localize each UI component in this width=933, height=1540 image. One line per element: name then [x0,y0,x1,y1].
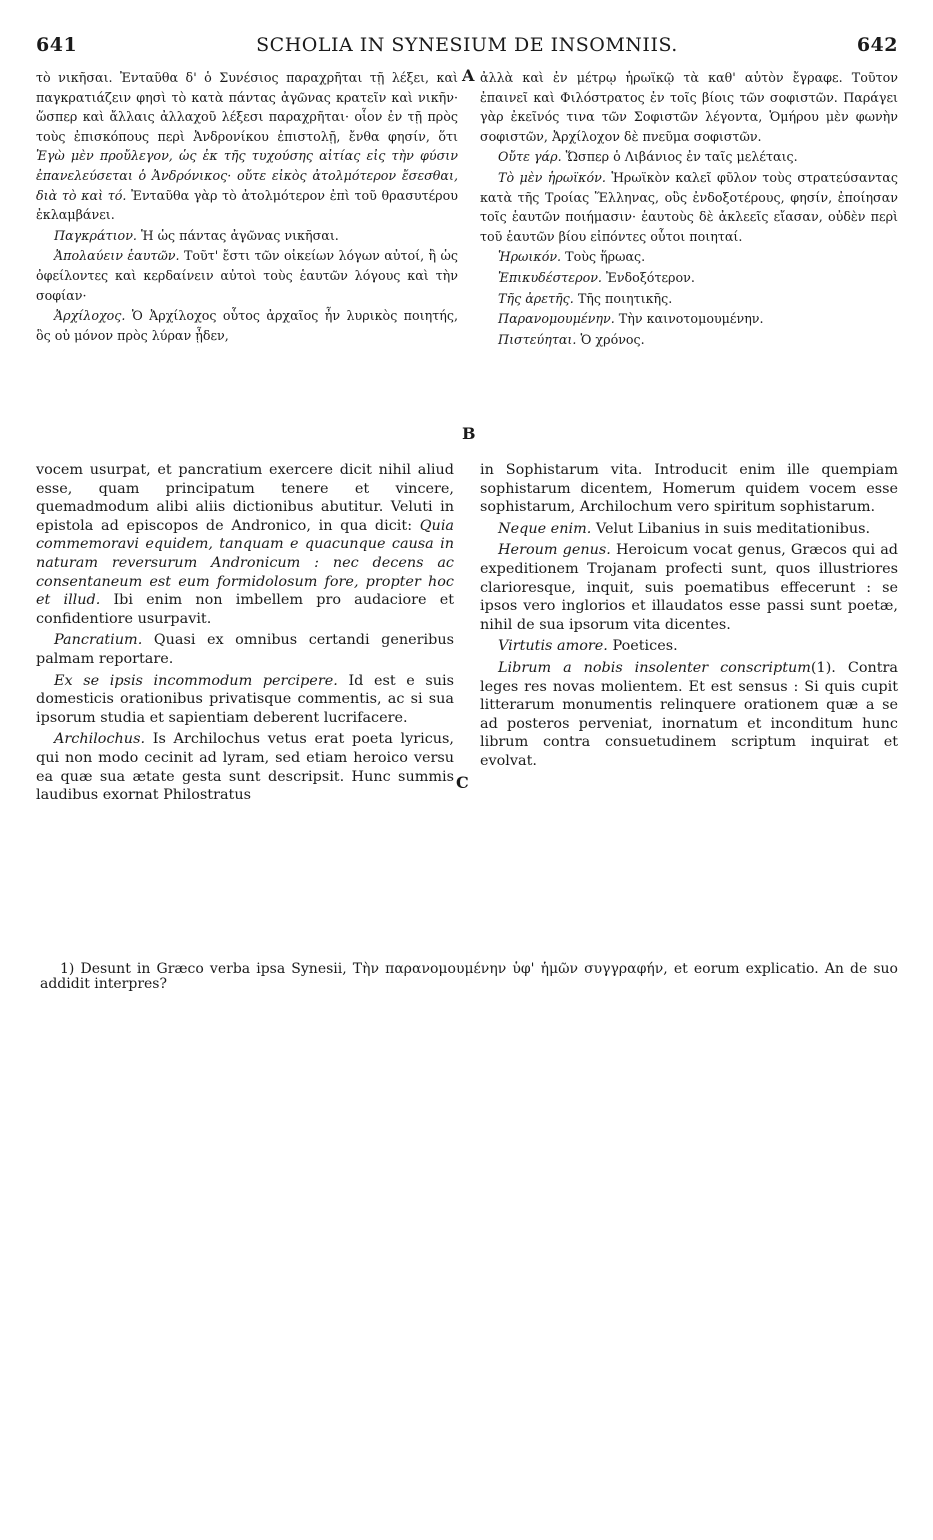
footnote [40,962,898,992]
lemma: Ἀρχίλοχος. [54,308,126,324]
greek-text: ἀλλὰ καὶ ἐν μέτρῳ ἡρωϊκῷ τὰ καθ' αὑτὸν ἔγραφε. Τοῦτον ἐπαινεῖ καὶ Φιλόστρατος ἐν τοῖς βίοις τῶν σοφιστῶν. Παράγει γὰρ ἐκεῖνός τινα τῶν Σοφιστῶν λέγοντα, Ὁμήρου μὲν φωνὴν σοφιστῶν, Ἀρχίλοχον δὲ πνεῦμα σοφιστῶν. [480,70,898,144]
lemma: Παρανομουμένην. [498,311,615,327]
greek-paragraph [36,68,458,225]
scholion-text: Ἐνδοξότερον. [606,269,695,285]
greek-scholion [36,246,458,305]
latin-quotation: Quia commemoravi equidem, tanquam e quacunque causa in naturam reversurum Andronicum : nec decens ac consentaneum est eum formidolosum fore, propter hoc et illud. [36,517,454,609]
greek-scholion [36,306,458,345]
greek-scholion [480,247,898,267]
lemma: Archilochus. [54,731,146,748]
lemma: Οὔτε γάρ. [498,149,562,165]
lemma: Τὸ μὲν ἡρωϊκόν. [498,169,606,185]
margin-marker-b: B [462,424,476,443]
latin-scholion [36,631,454,668]
greek-scholion [480,147,898,167]
greek-text: τὸ νικῆσαι. Ἐνταῦθα δ' ὁ Συνέσιος παραχρῆται τῇ λέξει, καὶ παγκρατιάζειν φησὶ τὸ κατὰ πάντας ἀγῶνας κρατεῖν καὶ νικῆν· ὥσπερ καὶ ἄλλαις ἀλλαχοῦ λέξεσι παραχρῆται· οἷον ἐν τῇ πρὸς τοὺς ἐπισκόπους περὶ Ἀνδρονίκου ἐπιστολῇ, ἔνθα φησίν, ὅτι [36,70,458,144]
greek-column-right [480,68,898,350]
scholion-text: Contra leges res novas molientem. Et est sensus : Si quis cupit litterarum monumentis relinquere orationem quæ a se ad posteros perveniat, inornatum et inconditum hunc librum contra consuetudinem scriptum inquirat et evolvat. [480,659,899,769]
greek-scholion [480,168,898,246]
scholion-text: Ὁ χρόνος. [580,331,645,347]
scholion-text: Ὁ Ἀρχίλοχος οὗτος ἀρχαῖος ἦν λυρικὸς ποιητής, ὃς οὐ μόνον πρὸς λύραν ᾖδεν, [36,308,458,343]
scholion-text: Velut Libanius in suis meditationibus. [595,520,871,537]
latin-text: in Sophistarum vita. Introducit enim ille quempiam sophistarum dicentem, Homerum quidem vocem esse sophistarum, Archilochum vero spiritum sophistarum. [480,462,898,516]
lemma: Pancratium. [54,632,143,649]
latin-scholion [36,672,454,728]
lemma: Ἀπολαύειν ἑαυτῶν. [54,248,180,264]
page-number-left: 641 [36,34,78,56]
footnote-text: 1) Desunt in Græco verba ipsa Synesii, Τὴν παρανομουμένην ὑφ' ἡμῶν συγγραφήν, et eorum explicatio. An de suo addidit interpres? [40,961,898,992]
latin-scholion [480,520,898,539]
lemma: Τῆς ἀρετῆς. [498,290,574,306]
lemma: Ἐπικυδέστερον. [498,269,602,285]
greek-scholion [480,289,898,309]
latin-scholion [36,730,454,804]
greek-quotation: Ἐγὼ μὲν προὔλεγον, ὡς ἐκ τῆς τυχούσης αἰτίας εἰς τὴν φύσιν ἐπανελεύσεται ὁ Ἀνδρόνικος· οὔτε εἰκὸς ἀτολμότερον ἔσεσθαι, διὰ τὸ καὶ τό. [36,148,458,203]
greek-scholion [480,268,898,288]
latin-column-right [480,461,898,774]
running-header [36,34,898,58]
lemma: Πιστεύηται. [498,331,577,347]
greek-paragraph [480,68,898,146]
margin-marker-a: A [462,66,475,85]
footnote-reference: (1). [810,659,836,676]
scholion-text: Τῆς ποιητικῆς. [577,290,673,306]
lemma: Virtutis amore. [498,638,608,655]
greek-scholion [480,330,898,350]
scholion-text: Quasi ex omnibus certandi generibus palmam reportare. [36,632,454,667]
lemma: Neque enim. [498,520,592,537]
scholion-text: Ἡ ὡς πάντας ἀγῶνας νικῆσαι. [141,227,339,243]
scholion-text: Τοὺς ἥρωας. [565,249,646,265]
latin-text: vocem usurpat, et pancratium exercere dicit nihil aliud esse, quam principatum tenere et vincere, quemadmodum alibi aliis dictionibus abutitur. Veluti in epistola ad episcopos de Andronico, in qua dicit: [36,462,454,534]
latin-scholion [480,659,898,771]
lemma: Παγκράτιον. [54,227,137,243]
scholion-text: Τὴν καινοτομουμένην. [618,311,764,327]
latin-text: Ibi enim non imbellem pro audaciore et confidentiore usurpavit. [36,592,454,627]
scholion-text: Is Archilochus vetus erat poeta lyricus, qui non modo cecinit ad lyram, sed etiam heroico versu ea quæ sua ætate gesta sunt descripsit. Hunc summis laudibus exornat Philostratus [36,731,454,804]
greek-scholion [480,309,898,329]
scholion-text: Id est e suis domesticis orationibus privatisque commentis, ac si sua ipsorum studia et sapientiam deberent lucrifacere. [36,672,455,726]
margin-marker-c: C [456,773,469,792]
scholion-text: Heroicum vocat genus, Græcos qui ad expeditionem Trojanam profecti sunt, quos illustriores clarioresque, inquit, suis poematibus effecerunt : se ipsos vero inglorios et illaudatos esse passi sunt poetæ, nihil de sua ipsorum vita dicentes. [480,542,898,633]
latin-paragraph [36,461,454,628]
latin-column-left [36,461,454,808]
greek-column-left [36,68,458,346]
latin-scholion [480,541,898,634]
greek-scholion [36,226,458,246]
scholion-text: Ὥσπερ ὁ Λιβάνιος ἐν ταῖς μελέταις. [565,149,798,165]
latin-paragraph [480,461,898,517]
lemma: Ἡρωικόν. [498,249,562,265]
latin-scholion [480,637,898,656]
page-number-right: 642 [856,34,898,56]
greek-text: Ἐνταῦθα γὰρ τὸ ἀτολμότερον ἐπὶ τοῦ θρασυτέρου ἐκλαμβάνει. [36,187,458,223]
scholion-text: Τοῦτ' ἔστι τῶν οἰκείων λόγων αὐτοί, ἢ ὡς ὀφείλοντες καὶ κερδαίνειν αὐτοὶ τοὺς ἑαυτῶν λόγους καὶ τὴν σοφίαν· [36,248,458,303]
running-title: SCHOLIA IN SYNESIUM DE INSOMNIIS. [256,34,678,56]
lemma: Ex se ipsis incommodum percipere. [54,672,338,689]
scholion-text: Poetices. [612,638,678,655]
scholion-text: Ἡρωϊκὸν καλεῖ φῦλον τοὺς στρατεύσαντας κατὰ τῆς Τροίας Ἕλληνας, οὓς ἐνδοξοτέρους, φησίν, ἐποίησαν τοῖς ἑαυτῶν ποιήμασιν· ἑαυτοὺς δὲ ἀκλεεῖς εἴασαν, οὐδὲν περὶ τοῦ ἑαυτῶν βίου εἰπόντες οὗτοι ποιηταί. [480,169,898,244]
lemma: Librum a nobis insolenter conscriptum [498,659,811,676]
lemma: Heroum genus. [498,542,611,559]
